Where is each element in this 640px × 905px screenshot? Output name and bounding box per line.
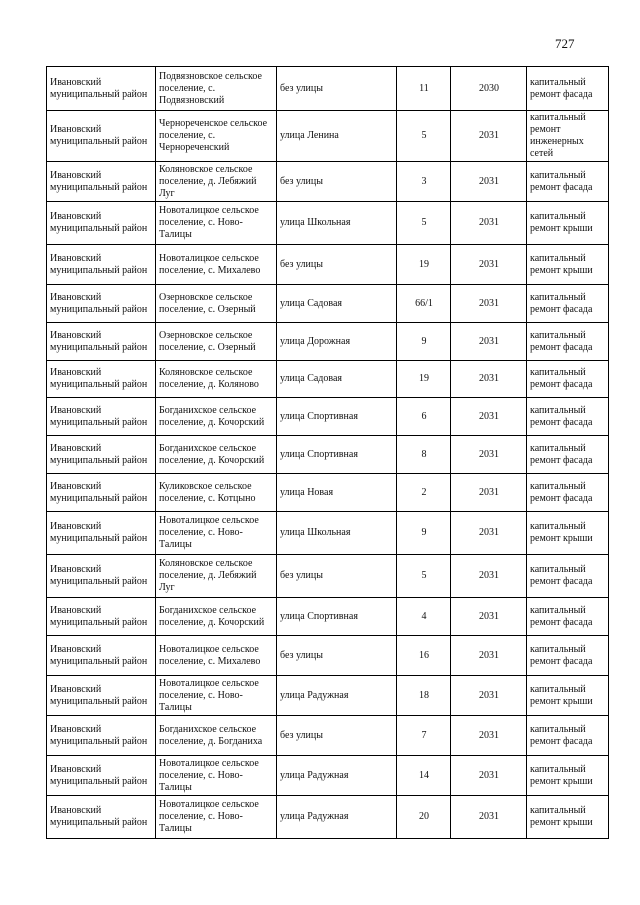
- street-cell: улица Спортивная: [277, 398, 397, 436]
- table-row: [47, 245, 609, 285]
- district-cell: Ивановский муниципальный район: [47, 111, 156, 162]
- table-row: [47, 756, 609, 796]
- work-type-cell: капитальный ремонт крыши: [527, 202, 609, 245]
- street-cell: без улицы: [277, 716, 397, 756]
- house-number-cell: 11: [397, 67, 451, 111]
- year-cell: 2031: [451, 512, 527, 555]
- settlement-cell: Новоталицкое сельское поселение, с. Ново-Талицы: [156, 676, 277, 716]
- house-number-cell: 6: [397, 398, 451, 436]
- street-cell: улица Спортивная: [277, 598, 397, 636]
- year-cell: 2031: [451, 398, 527, 436]
- work-type-cell: капитальный ремонт крыши: [527, 796, 609, 839]
- house-number-cell: 16: [397, 636, 451, 676]
- work-type-cell: капитальный ремонт крыши: [527, 756, 609, 796]
- settlement-cell: Озерновское сельское поселение, с. Озерный: [156, 323, 277, 361]
- house-number-cell: 18: [397, 676, 451, 716]
- house-number-cell: 14: [397, 756, 451, 796]
- year-cell: 2031: [451, 285, 527, 323]
- district-cell: Ивановский муниципальный район: [47, 398, 156, 436]
- work-type-cell: капитальный ремонт крыши: [527, 512, 609, 555]
- year-cell: 2031: [451, 716, 527, 756]
- table-row: [47, 512, 609, 555]
- house-number-cell: 8: [397, 436, 451, 474]
- street-cell: улица Дорожная: [277, 323, 397, 361]
- district-cell: Ивановский муниципальный район: [47, 512, 156, 555]
- work-type-cell: капитальный ремонт фасада: [527, 436, 609, 474]
- settlement-cell: Новоталицкое сельское поселение, с. Михалево: [156, 636, 277, 676]
- settlement-cell: Новоталицкое сельское поселение, с. Ново-Талицы: [156, 202, 277, 245]
- year-cell: 2031: [451, 555, 527, 598]
- settlement-cell: Коляновское сельское поселение, д. Лебяжий Луг: [156, 555, 277, 598]
- year-cell: 2031: [451, 323, 527, 361]
- table-row: [47, 202, 609, 245]
- district-cell: Ивановский муниципальный район: [47, 323, 156, 361]
- street-cell: улица Новая: [277, 474, 397, 512]
- house-number-cell: 5: [397, 555, 451, 598]
- house-number-cell: 19: [397, 245, 451, 285]
- year-cell: 2031: [451, 245, 527, 285]
- district-cell: Ивановский муниципальный район: [47, 361, 156, 398]
- house-number-cell: 7: [397, 716, 451, 756]
- year-cell: 2031: [451, 756, 527, 796]
- house-number-cell: 66/1: [397, 285, 451, 323]
- street-cell: улица Радужная: [277, 676, 397, 716]
- street-cell: без улицы: [277, 636, 397, 676]
- settlement-cell: Коляновское сельское поселение, д. Лебяжий Луг: [156, 162, 277, 202]
- settlement-cell: Новоталицкое сельское поселение, с. Михалево: [156, 245, 277, 285]
- year-cell: 2031: [451, 202, 527, 245]
- table-row: [47, 111, 609, 162]
- district-cell: Ивановский муниципальный район: [47, 636, 156, 676]
- table-row: [47, 162, 609, 202]
- district-cell: Ивановский муниципальный район: [47, 67, 156, 111]
- work-type-cell: капитальный ремонт фасада: [527, 474, 609, 512]
- street-cell: без улицы: [277, 67, 397, 111]
- district-cell: Ивановский муниципальный район: [47, 162, 156, 202]
- settlement-cell: Богданихское сельское поселение, д. Богданиха: [156, 716, 277, 756]
- year-cell: 2031: [451, 636, 527, 676]
- street-cell: без улицы: [277, 245, 397, 285]
- district-cell: Ивановский муниципальный район: [47, 202, 156, 245]
- settlement-cell: Богданихское сельское поселение, д. Кочорский: [156, 598, 277, 636]
- work-type-cell: капитальный ремонт фасада: [527, 636, 609, 676]
- district-cell: Ивановский муниципальный район: [47, 756, 156, 796]
- street-cell: улица Садовая: [277, 361, 397, 398]
- district-cell: Ивановский муниципальный район: [47, 555, 156, 598]
- table-row: [47, 796, 609, 839]
- district-cell: Ивановский муниципальный район: [47, 436, 156, 474]
- street-cell: улица Школьная: [277, 512, 397, 555]
- street-cell: улица Радужная: [277, 756, 397, 796]
- house-number-cell: 9: [397, 512, 451, 555]
- year-cell: 2031: [451, 162, 527, 202]
- year-cell: 2031: [451, 796, 527, 839]
- table-row: [47, 67, 609, 111]
- house-number-cell: 2: [397, 474, 451, 512]
- street-cell: улица Спортивная: [277, 436, 397, 474]
- settlement-cell: Богданихское сельское поселение, д. Кочорский: [156, 436, 277, 474]
- work-type-cell: капитальный ремонт инженерных сетей: [527, 111, 609, 162]
- street-cell: без улицы: [277, 555, 397, 598]
- table-row: [47, 555, 609, 598]
- work-type-cell: капитальный ремонт крыши: [527, 676, 609, 716]
- page-number: 727: [555, 36, 575, 51]
- district-cell: Ивановский муниципальный район: [47, 598, 156, 636]
- table-row: [47, 285, 609, 323]
- house-number-cell: 5: [397, 202, 451, 245]
- house-number-cell: 9: [397, 323, 451, 361]
- work-type-cell: капитальный ремонт фасада: [527, 716, 609, 756]
- year-cell: 2031: [451, 676, 527, 716]
- street-cell: улица Садовая: [277, 285, 397, 323]
- settlement-cell: Чернореченское сельское поселение, с. Чернореченский: [156, 111, 277, 162]
- table-row: [47, 398, 609, 436]
- work-type-cell: капитальный ремонт фасада: [527, 598, 609, 636]
- table-row: [47, 676, 609, 716]
- settlement-cell: Новоталицкое сельское поселение, с. Ново-Талицы: [156, 796, 277, 839]
- table-row: [47, 716, 609, 756]
- year-cell: 2031: [451, 474, 527, 512]
- settlement-cell: Озерновское сельское поселение, с. Озерный: [156, 285, 277, 323]
- street-cell: без улицы: [277, 162, 397, 202]
- district-cell: Ивановский муниципальный район: [47, 676, 156, 716]
- house-number-cell: 20: [397, 796, 451, 839]
- district-cell: Ивановский муниципальный район: [47, 285, 156, 323]
- table-row: [47, 323, 609, 361]
- year-cell: 2031: [451, 598, 527, 636]
- year-cell: 2030: [451, 67, 527, 111]
- street-cell: улица Ленина: [277, 111, 397, 162]
- district-cell: Ивановский муниципальный район: [47, 716, 156, 756]
- table-row: [47, 598, 609, 636]
- house-number-cell: 4: [397, 598, 451, 636]
- work-type-cell: капитальный ремонт фасада: [527, 555, 609, 598]
- work-type-cell: капитальный ремонт фасада: [527, 67, 609, 111]
- year-cell: 2031: [451, 111, 527, 162]
- table-row: [47, 474, 609, 512]
- district-cell: Ивановский муниципальный район: [47, 245, 156, 285]
- capital-repair-table: [46, 66, 609, 839]
- house-number-cell: 3: [397, 162, 451, 202]
- district-cell: Ивановский муниципальный район: [47, 474, 156, 512]
- work-type-cell: капитальный ремонт фасада: [527, 323, 609, 361]
- house-number-cell: 19: [397, 361, 451, 398]
- settlement-cell: Куликовское сельское поселение, с. Котцыно: [156, 474, 277, 512]
- year-cell: 2031: [451, 361, 527, 398]
- street-cell: улица Радужная: [277, 796, 397, 839]
- settlement-cell: Богданихское сельское поселение, д. Кочорский: [156, 398, 277, 436]
- street-cell: улица Школьная: [277, 202, 397, 245]
- work-type-cell: капитальный ремонт фасада: [527, 285, 609, 323]
- house-number-cell: 5: [397, 111, 451, 162]
- work-type-cell: капитальный ремонт фасада: [527, 361, 609, 398]
- settlement-cell: Коляновское сельское поселение, д. Коляново: [156, 361, 277, 398]
- table-row: [47, 636, 609, 676]
- table-row: [47, 361, 609, 398]
- work-type-cell: капитальный ремонт фасада: [527, 398, 609, 436]
- year-cell: 2031: [451, 436, 527, 474]
- settlement-cell: Подвязновское сельское поселение, с. Подвязновский: [156, 67, 277, 111]
- work-type-cell: капитальный ремонт фасада: [527, 162, 609, 202]
- district-cell: Ивановский муниципальный район: [47, 796, 156, 839]
- work-type-cell: капитальный ремонт крыши: [527, 245, 609, 285]
- settlement-cell: Новоталицкое сельское поселение, с. Ново-Талицы: [156, 756, 277, 796]
- settlement-cell: Новоталицкое сельское поселение, с. Ново-Талицы: [156, 512, 277, 555]
- table-row: [47, 436, 609, 474]
